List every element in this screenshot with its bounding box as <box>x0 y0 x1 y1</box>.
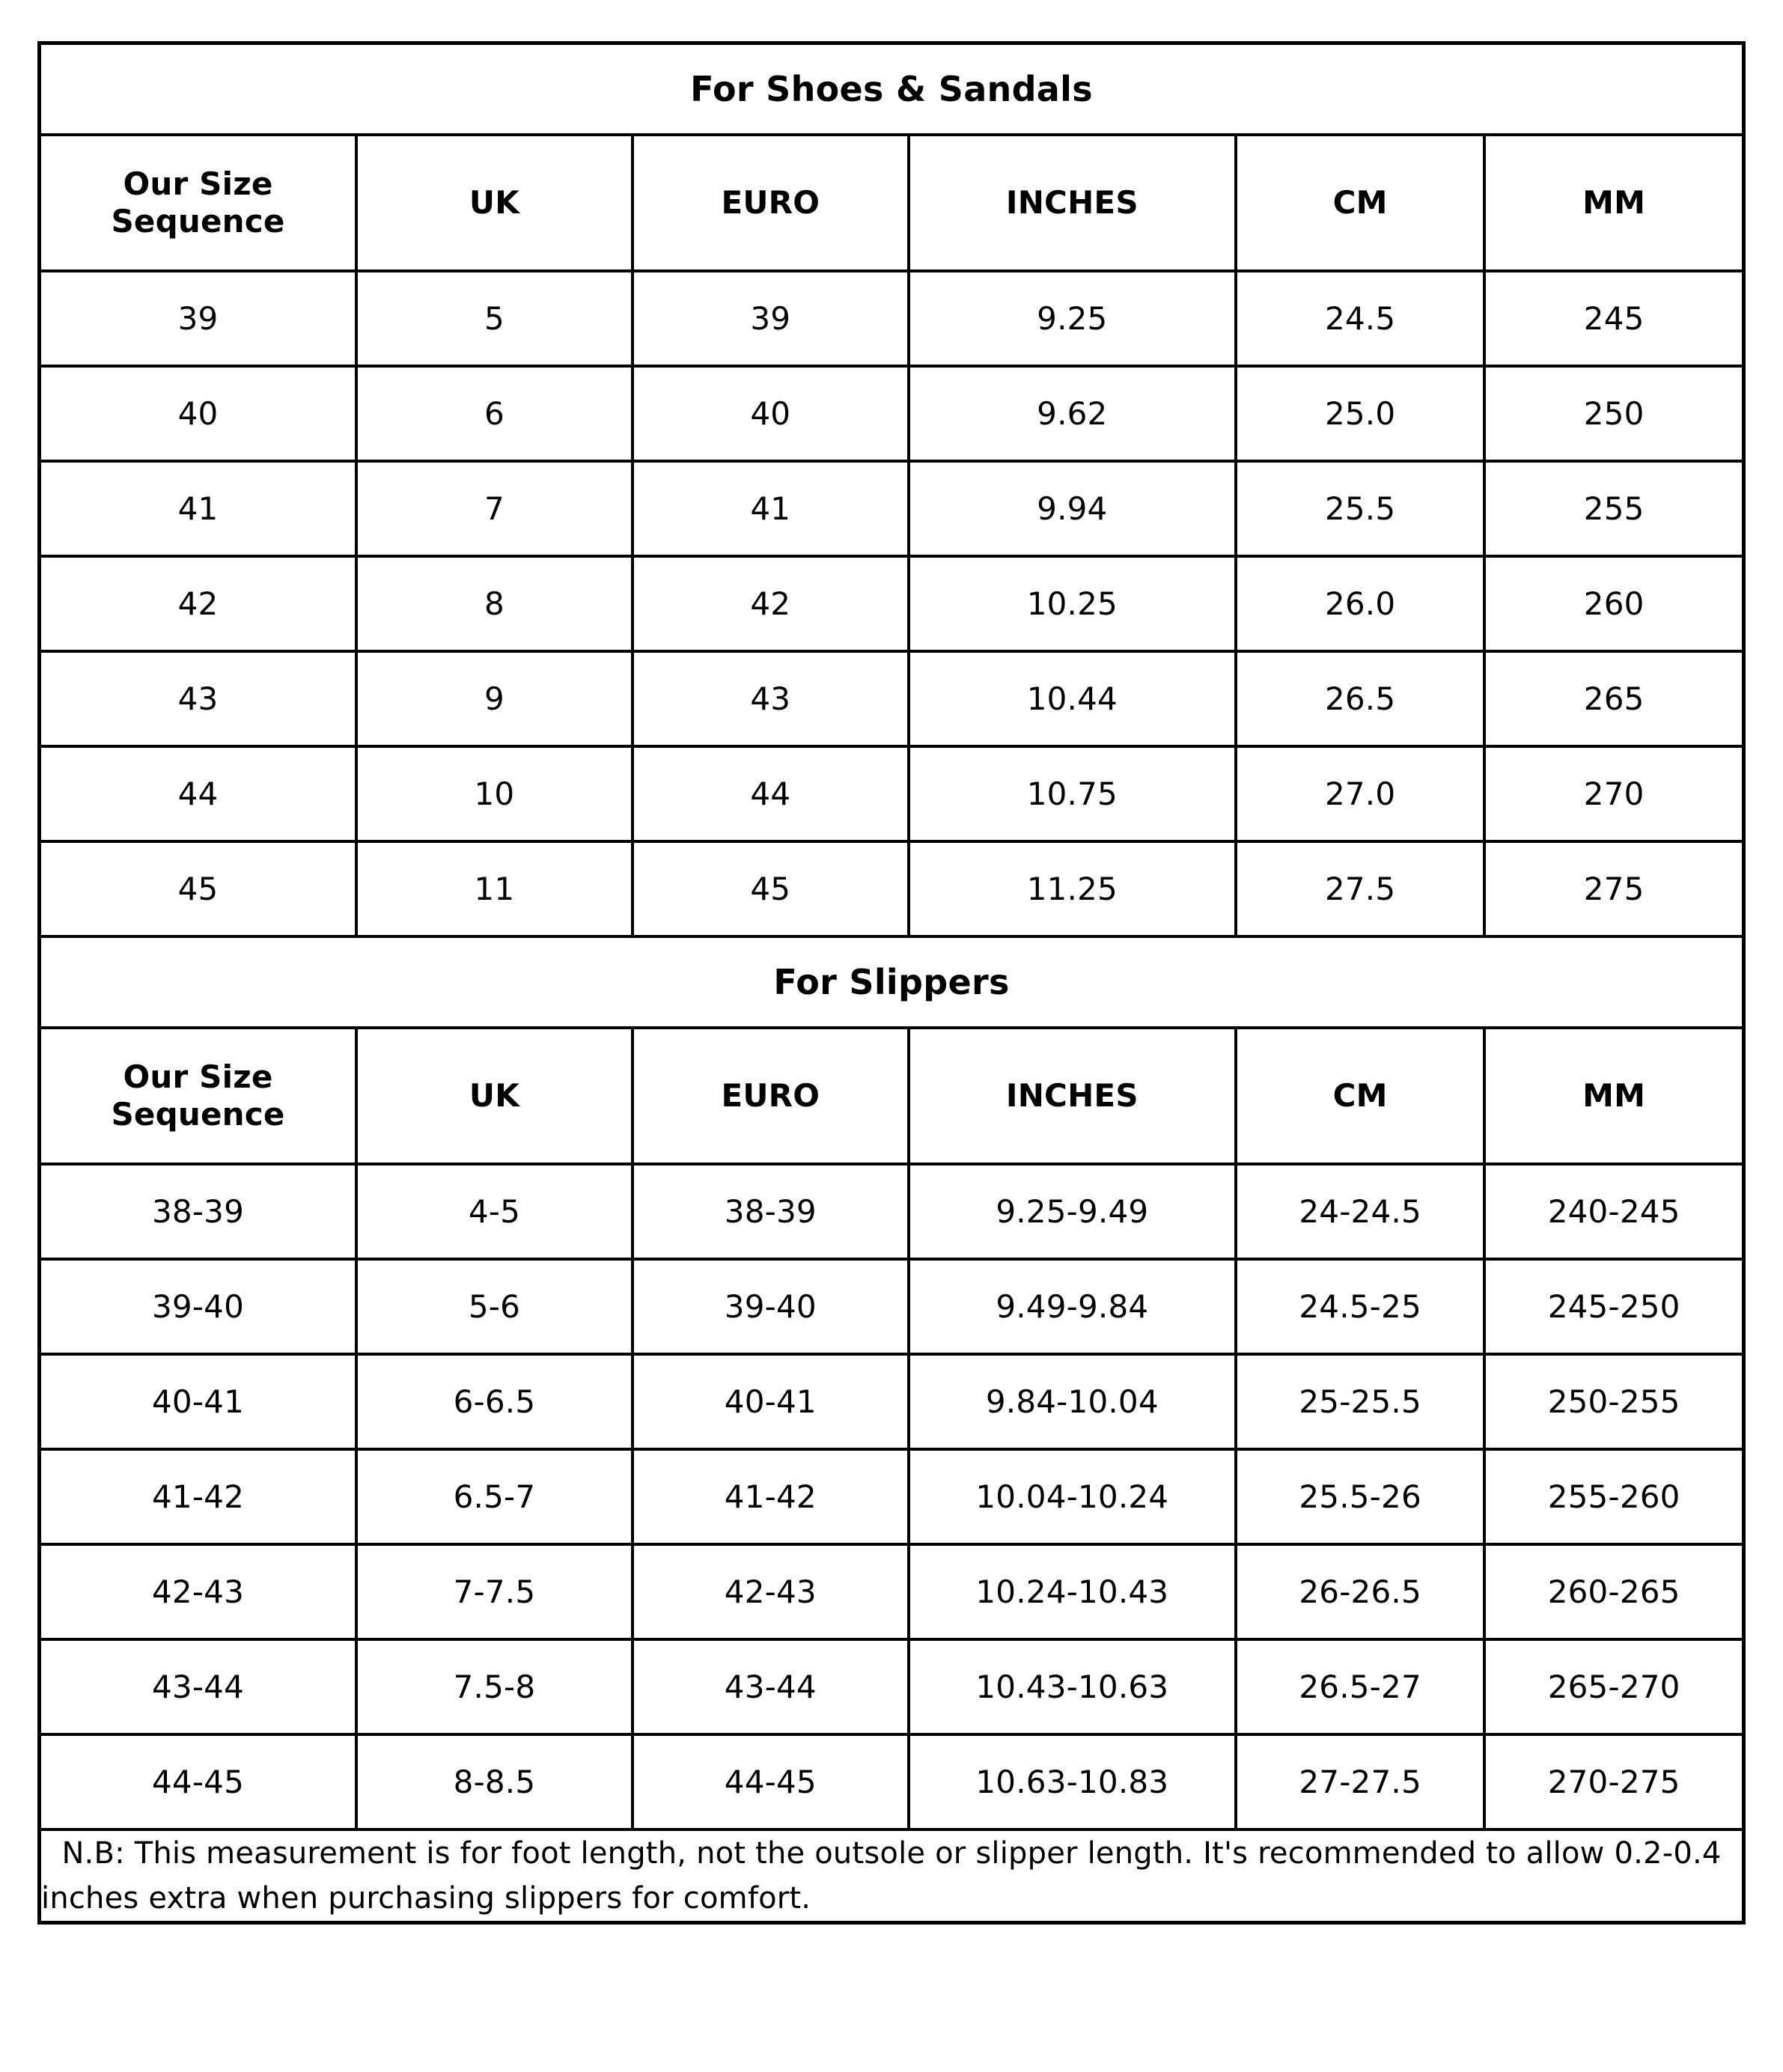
cell: 245-250 <box>1484 1259 1743 1354</box>
cell: 270 <box>1484 746 1743 841</box>
cell: 24.5 <box>1236 271 1484 366</box>
cell: 270-275 <box>1484 1734 1743 1829</box>
table-row <box>40 1354 1744 1449</box>
table-row <box>40 461 1744 556</box>
cell: 260 <box>1484 556 1743 651</box>
cell: 45 <box>633 841 909 936</box>
shoes-header-cm: CM <box>1236 135 1484 271</box>
cell: 265 <box>1484 651 1743 746</box>
cell: 40-41 <box>633 1354 909 1449</box>
cell: 265-270 <box>1484 1639 1743 1734</box>
note-row <box>40 1829 1744 1923</box>
cell: 10.75 <box>909 746 1236 841</box>
cell: 40 <box>633 366 909 461</box>
cell: 42 <box>40 556 357 651</box>
cell: 10.43-10.63 <box>909 1639 1236 1734</box>
cell: 39-40 <box>633 1259 909 1354</box>
table-row <box>40 556 1744 651</box>
cell: 41 <box>40 461 357 556</box>
cell: 9 <box>356 651 633 746</box>
cell: 10.44 <box>909 651 1236 746</box>
cell: 275 <box>1484 841 1743 936</box>
cell: 39 <box>40 271 357 366</box>
slippers-header-row <box>40 1028 1744 1164</box>
cell: 27-27.5 <box>1236 1734 1484 1829</box>
cell: 8 <box>356 556 633 651</box>
cell: 10.04-10.24 <box>909 1449 1236 1544</box>
table-row <box>40 1734 1744 1829</box>
cell: 255-260 <box>1484 1449 1743 1544</box>
cell: 10.24-10.43 <box>909 1544 1236 1639</box>
cell: 26.5 <box>1236 651 1484 746</box>
cell: 7.5-8 <box>356 1639 633 1734</box>
table-row <box>40 1164 1744 1259</box>
cell: 24.5-25 <box>1236 1259 1484 1354</box>
shoes-header-mm: MM <box>1484 135 1743 271</box>
cell: 9.62 <box>909 366 1236 461</box>
cell: 43 <box>40 651 357 746</box>
cell: 42-43 <box>633 1544 909 1639</box>
slippers-header-our-size: Our Size Sequence <box>40 1028 357 1164</box>
slippers-header-inches: INCHES <box>909 1028 1236 1164</box>
cell: 255 <box>1484 461 1743 556</box>
cell: 26.5-27 <box>1236 1639 1484 1734</box>
cell: 11 <box>356 841 633 936</box>
cell: 6-6.5 <box>356 1354 633 1449</box>
cell: 9.84-10.04 <box>909 1354 1236 1449</box>
shoes-header-our-size: Our Size Sequence <box>40 135 357 271</box>
table-row <box>40 1449 1744 1544</box>
cell: 9.25-9.49 <box>909 1164 1236 1259</box>
cell: 44-45 <box>40 1734 357 1829</box>
cell: 7 <box>356 461 633 556</box>
slippers-section-title: For Slippers <box>40 936 1744 1028</box>
cell: 9.25 <box>909 271 1236 366</box>
cell: 41-42 <box>40 1449 357 1544</box>
table-row <box>40 651 1744 746</box>
cell: 250 <box>1484 366 1743 461</box>
cell: 24-24.5 <box>1236 1164 1484 1259</box>
cell: 40-41 <box>40 1354 357 1449</box>
cell: 245 <box>1484 271 1743 366</box>
slippers-section-title-row <box>40 936 1744 1028</box>
cell: 25.5-26 <box>1236 1449 1484 1544</box>
cell: 39 <box>633 271 909 366</box>
cell: 250-255 <box>1484 1354 1743 1449</box>
cell: 4-5 <box>356 1164 633 1259</box>
cell: 42-43 <box>40 1544 357 1639</box>
slippers-header-uk: UK <box>356 1028 633 1164</box>
cell: 25.5 <box>1236 461 1484 556</box>
cell: 10.63-10.83 <box>909 1734 1236 1829</box>
shoes-section-title: For Shoes & Sandals <box>40 43 1744 135</box>
cell: 27.0 <box>1236 746 1484 841</box>
cell: 40 <box>40 366 357 461</box>
cell: 25.0 <box>1236 366 1484 461</box>
cell: 38-39 <box>40 1164 357 1259</box>
cell: 26.0 <box>1236 556 1484 651</box>
cell: 44 <box>40 746 357 841</box>
table-row <box>40 746 1744 841</box>
cell: 43 <box>633 651 909 746</box>
cell: 43-44 <box>633 1639 909 1734</box>
cell: 240-245 <box>1484 1164 1743 1259</box>
cell: 6.5-7 <box>356 1449 633 1544</box>
cell: 41 <box>633 461 909 556</box>
table-row <box>40 366 1744 461</box>
cell: 44 <box>633 746 909 841</box>
cell: 11.25 <box>909 841 1236 936</box>
shoes-header-euro: EURO <box>633 135 909 271</box>
measurement-note: N.B: This measurement is for foot length, not the outsole or slipper length. It's recommended to allow 0.2-0.4 inches extra when purchasing slippers for comfort. <box>40 1829 1744 1923</box>
cell: 7-7.5 <box>356 1544 633 1639</box>
cell: 41-42 <box>633 1449 909 1544</box>
cell: 6 <box>356 366 633 461</box>
cell: 45 <box>40 841 357 936</box>
cell: 10 <box>356 746 633 841</box>
shoes-header-inches: INCHES <box>909 135 1236 271</box>
cell: 27.5 <box>1236 841 1484 936</box>
cell: 5-6 <box>356 1259 633 1354</box>
cell: 8-8.5 <box>356 1734 633 1829</box>
cell: 9.94 <box>909 461 1236 556</box>
cell: 42 <box>633 556 909 651</box>
table-row <box>40 841 1744 936</box>
cell: 38-39 <box>633 1164 909 1259</box>
slippers-header-mm: MM <box>1484 1028 1743 1164</box>
cell: 260-265 <box>1484 1544 1743 1639</box>
cell: 39-40 <box>40 1259 357 1354</box>
cell: 5 <box>356 271 633 366</box>
shoes-header-uk: UK <box>356 135 633 271</box>
cell: 10.25 <box>909 556 1236 651</box>
cell: 25-25.5 <box>1236 1354 1484 1449</box>
cell: 43-44 <box>40 1639 357 1734</box>
table-row <box>40 1259 1744 1354</box>
cell: 26-26.5 <box>1236 1544 1484 1639</box>
slippers-header-cm: CM <box>1236 1028 1484 1164</box>
slippers-header-euro: EURO <box>633 1028 909 1164</box>
shoes-section-title-row <box>40 43 1744 135</box>
table-row <box>40 271 1744 366</box>
table-row <box>40 1544 1744 1639</box>
cell: 44-45 <box>633 1734 909 1829</box>
table-row <box>40 1639 1744 1734</box>
size-chart-table <box>37 41 1746 1925</box>
cell: 9.49-9.84 <box>909 1259 1236 1354</box>
shoes-header-row <box>40 135 1744 271</box>
